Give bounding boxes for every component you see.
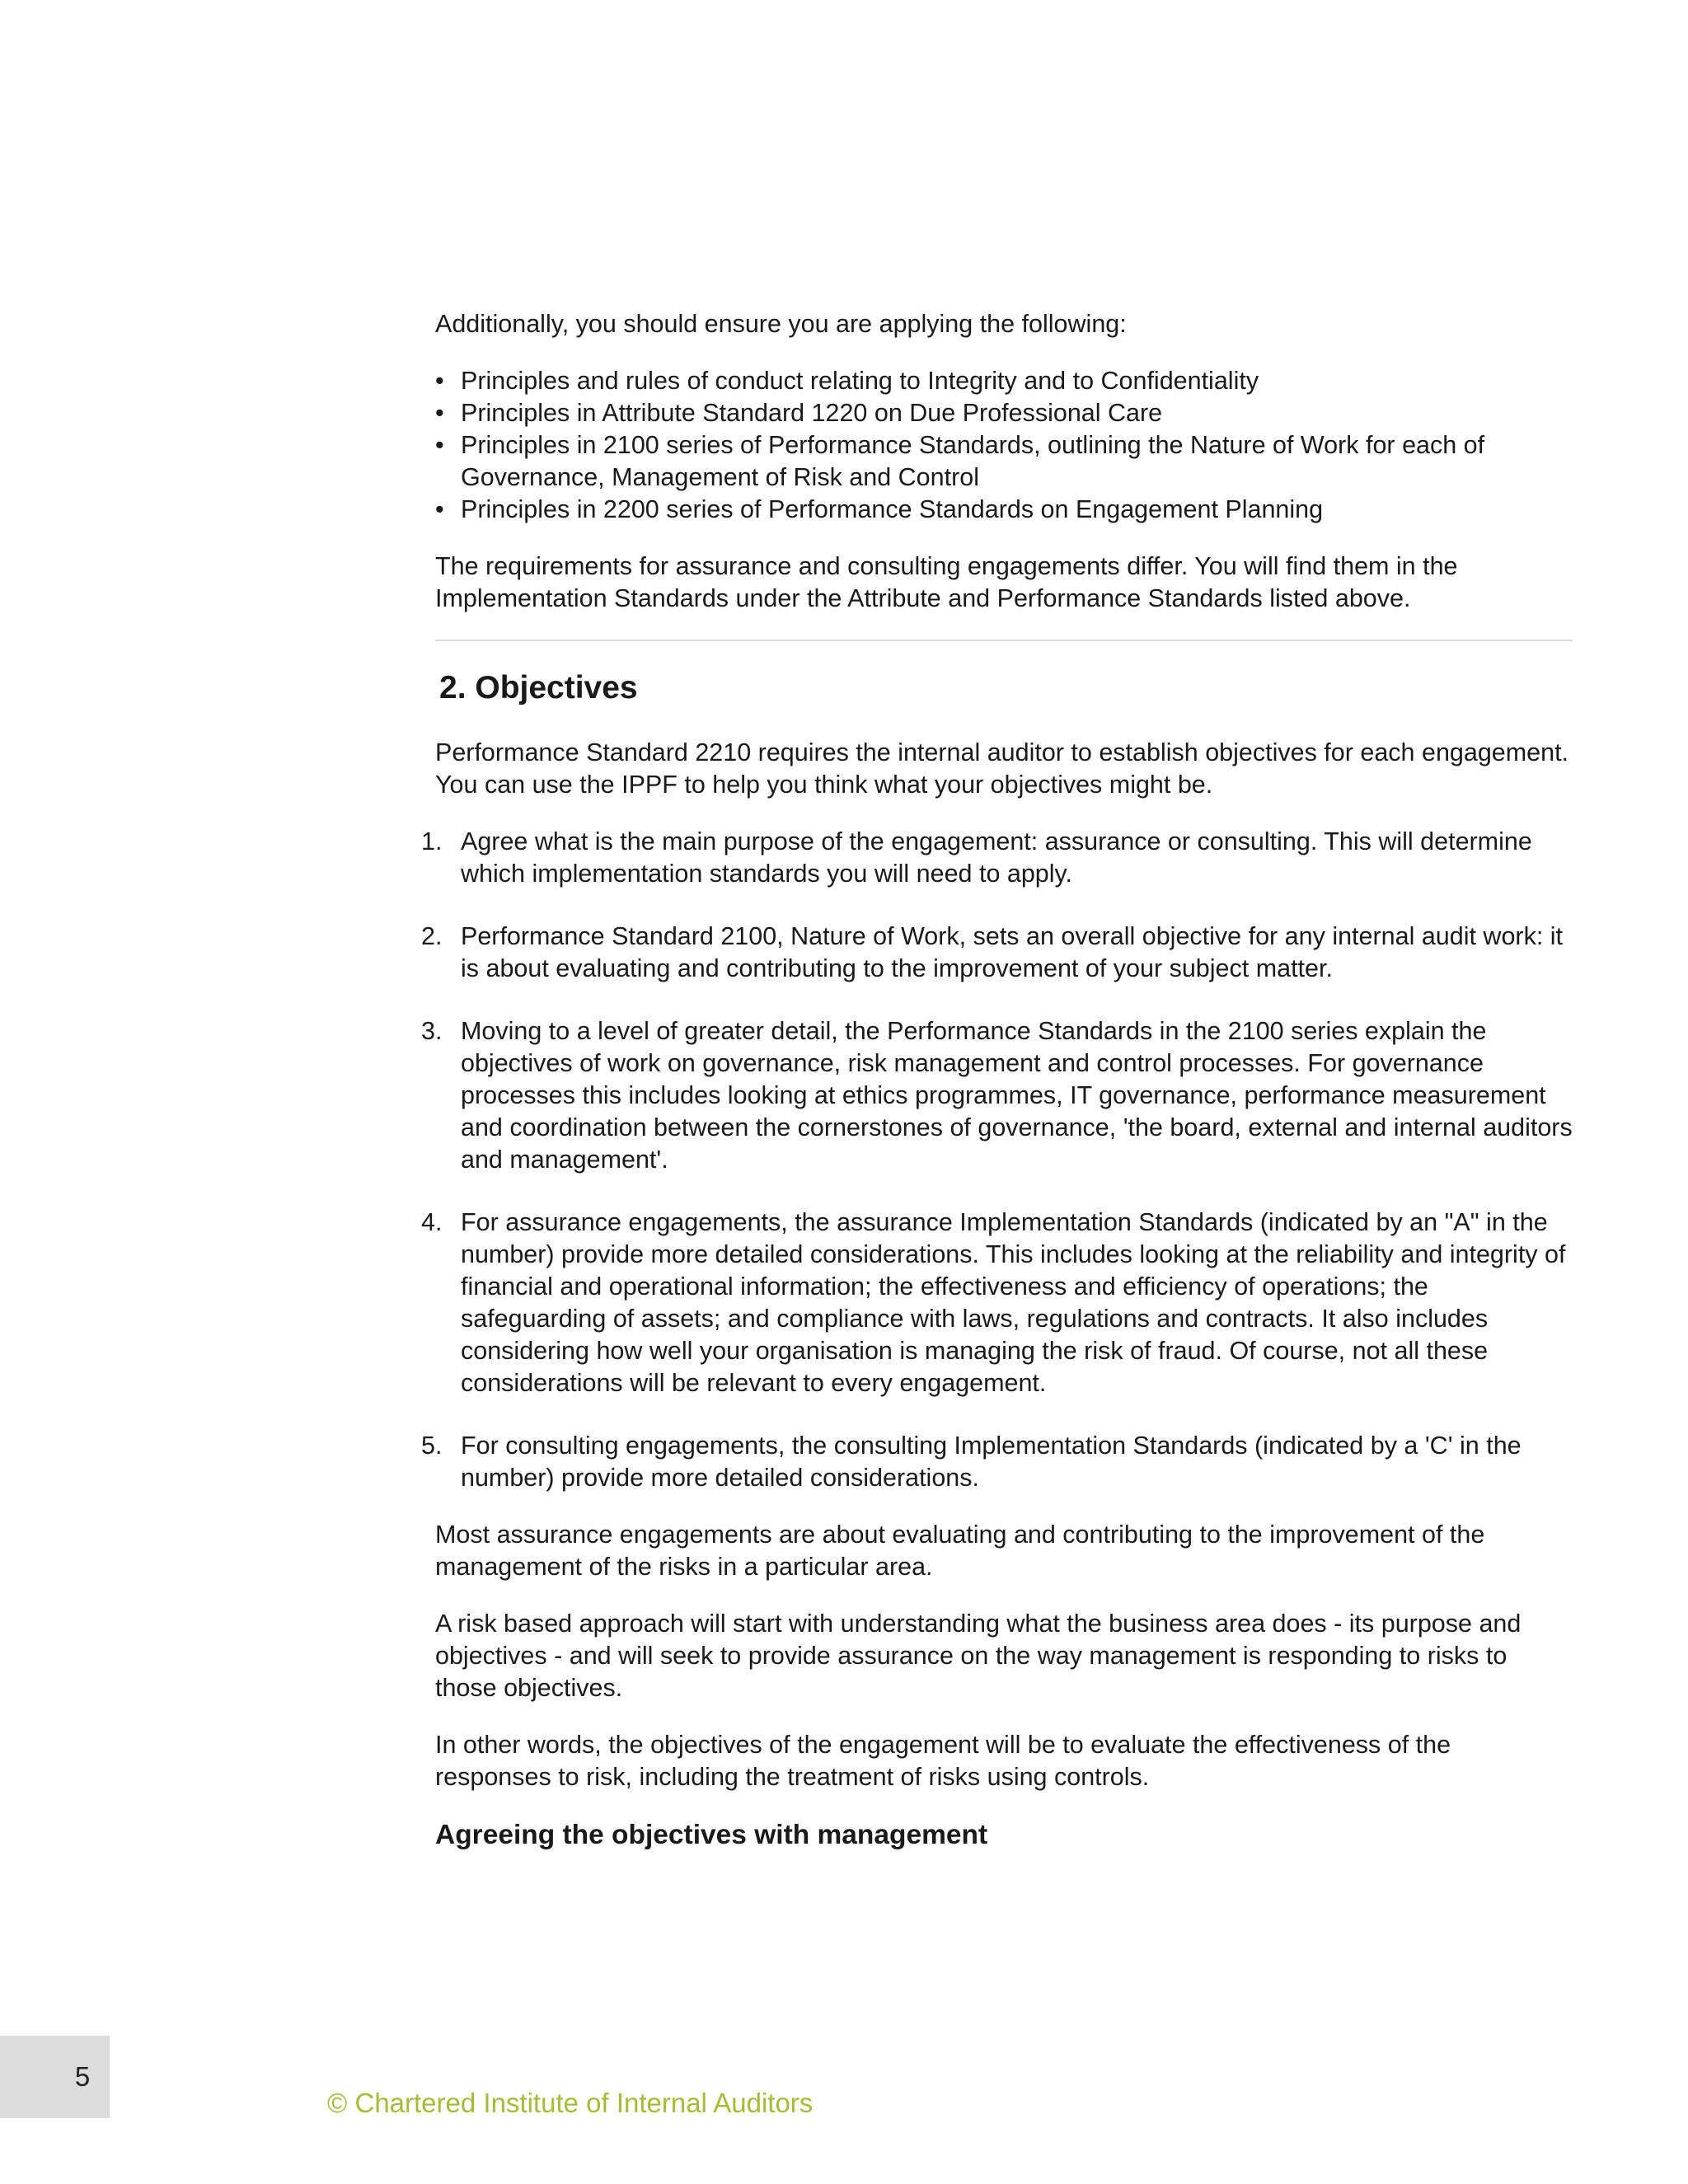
list-item <box>421 1430 1573 1494</box>
list-item <box>421 826 1573 890</box>
objectives-steps-list <box>421 826 1573 1494</box>
section-divider <box>435 640 1573 641</box>
list-number: 2. <box>421 922 443 950</box>
list-item-text: Moving to a level of greater detail, the Performance Standards in the 2100 series explain the objectives of work on governance, risk management and control processes. For governance processes this includes looking at ethics programmes, IT governance, performance measurement and coordination between the cornerstones of governance, 'the board, external and internal auditors and management'. <box>461 1017 1573 1174</box>
subheading-agreeing-objectives: Agreeing the objectives with management <box>435 1820 988 1850</box>
list-item <box>421 1015 1573 1176</box>
principles-list <box>435 365 1573 526</box>
list-number: 5. <box>421 1432 443 1460</box>
list-number: 4. <box>421 1208 443 1236</box>
list-item-text: For assurance engagements, the assurance Implementation Standards (indicated by an "A" in the number) provide more detailed considerations. This includes looking at the reliability and integrity of financial and operational information; the effectiveness and efficiency of operations; the safeguarding of assets; and compliance with laws, regulations and contracts. It also includes considering how well your organisation is managing the risk of fraud. Of course, not all these considerations will be relevant to every engagement. <box>461 1208 1566 1397</box>
requirements-paragraph: The requirements for assurance and consulting engagements differ. You will find them in the Implementation Standards under the Attribute and Performance Standards listed above. <box>435 552 1458 612</box>
list-item: • Principles in Attribute Standard 1220 on Due Professional Care <box>435 397 1573 429</box>
list-number: 1. <box>421 827 443 855</box>
copyright-footer: © Chartered Institute of Internal Auditors <box>327 2088 814 2118</box>
objectives-intro: Performance Standard 2210 requires the internal auditor to establish objectives for each engagement. You can use the IPPF to help you think what your objectives might be. <box>435 738 1569 799</box>
list-item <box>421 921 1573 985</box>
page-number-box <box>0 2036 110 2118</box>
list-item-text: Agree what is the main purpose of the engagement: assurance or consulting. This will determine which implementation standards you will need to apply. <box>461 827 1532 888</box>
body-paragraph: Most assurance engagements are about evaluating and contributing to the improvement of the management of the risks in a particular area. <box>435 1521 1485 1581</box>
list-item: • Principles and rules of conduct relating to Integrity and to Confidentiality <box>435 365 1573 397</box>
list-number: 3. <box>421 1017 443 1045</box>
body-paragraph: In other words, the objectives of the engagement will be to evaluate the effectiveness of the responses to risk, including the treatment of risks using controls. <box>435 1731 1451 1791</box>
section-heading-objectives: 2. Objectives <box>439 670 638 705</box>
list-item-text: Performance Standard 2100, Nature of Work, sets an overall objective for any internal audit work: it is about evaluating and contributing to the improvement of your subject matter. <box>461 922 1564 982</box>
list-item-text: For consulting engagements, the consulting Implementation Standards (indicated by a 'C' in the number) provide more detailed considerations. <box>461 1432 1522 1492</box>
list-item <box>421 1207 1573 1399</box>
document-body <box>421 308 1573 1853</box>
intro-paragraph: Additionally, you should ensure you are applying the following: <box>435 310 1127 338</box>
list-item: • Principles in 2100 series of Performance Standards, outlining the Nature of Work for each of Governance, Management of Risk and Control <box>435 429 1573 494</box>
body-paragraph: A risk based approach will start with understanding what the business area does - its purpose and objectives - and will seek to provide assurance on the way management is responding to risks to those objectives. <box>435 1610 1522 1702</box>
list-item: • Principles in 2200 series of Performance Standards on Engagement Planning <box>435 494 1573 526</box>
page-number: 5 <box>74 2061 91 2092</box>
